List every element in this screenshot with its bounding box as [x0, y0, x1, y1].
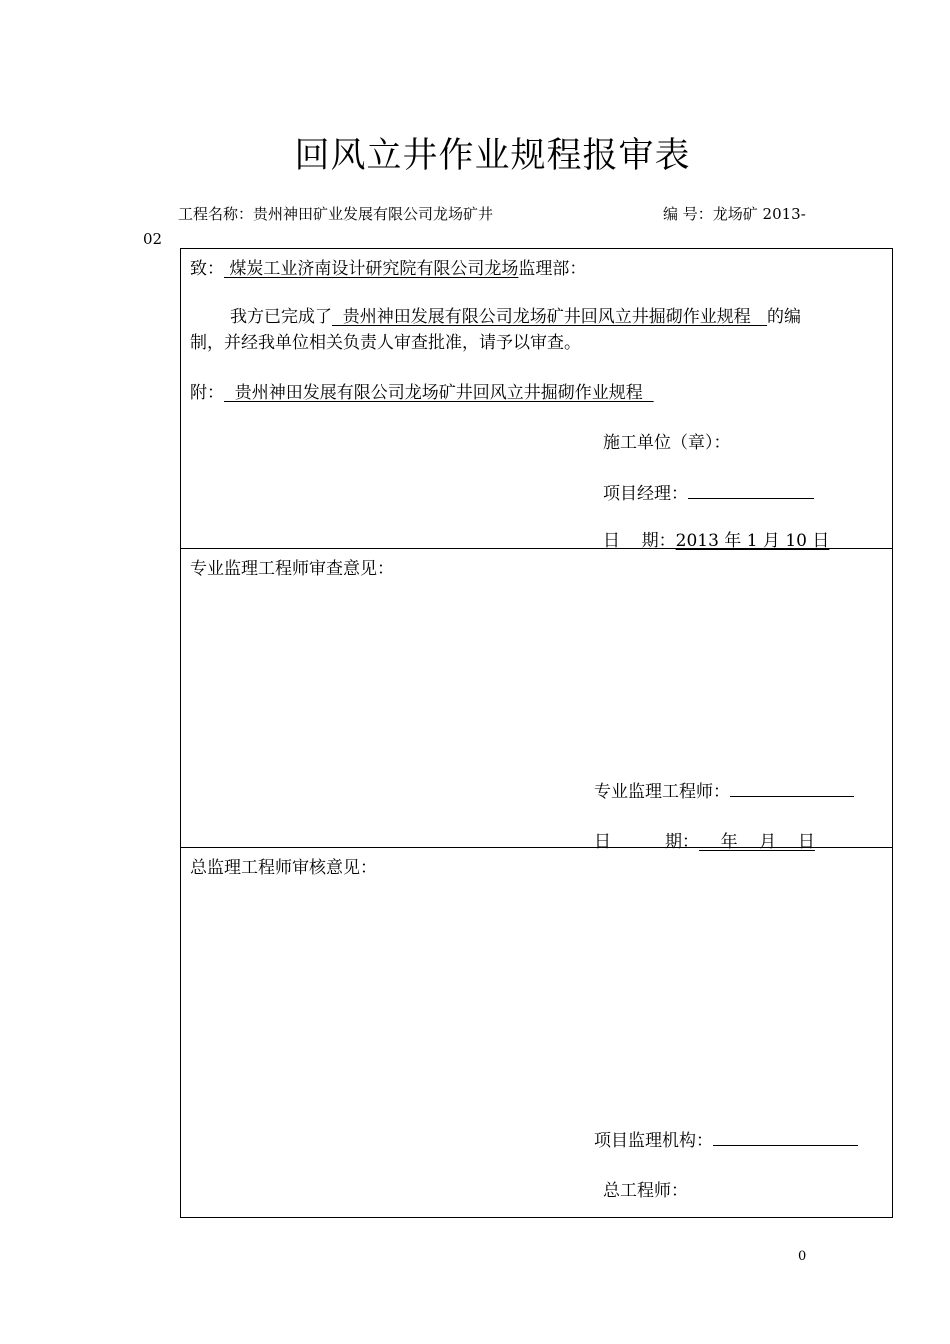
statement-line-1 — [230, 302, 801, 327]
document-title: 回风立井作业规程报审表 — [294, 136, 691, 176]
document-number-continued: 02 — [143, 230, 163, 248]
attachment-value: 贵州神田发展有限公司龙场矿井回风立井掘砌作业规程 — [224, 383, 654, 403]
statement-line-2: 制，并经我单位相关负责人审查批准，请予以审查。 — [190, 333, 581, 353]
page-number: 0 — [798, 1249, 807, 1264]
statement-document: 贵州神田发展有限公司龙场矿井回风立井掘砌作业规程 — [332, 307, 768, 327]
document-number: 编 号：龙场矿 2013- — [663, 205, 806, 223]
supervision-org-blank — [713, 1144, 858, 1146]
submission-date-line — [603, 526, 829, 551]
chief-review-heading: 总监理工程师审核意见： — [190, 858, 377, 878]
submission-date-label: 日 期： — [603, 531, 676, 551]
engineer-signature-blank — [730, 795, 854, 797]
project-manager-line — [603, 479, 814, 504]
statement-prefix: 我方已完成了 — [230, 307, 332, 327]
supervision-org-label: 项目监理机构： — [594, 1131, 713, 1151]
engineer-review-heading: 专业监理工程师审查意见： — [190, 559, 394, 579]
addressee-line — [190, 254, 586, 279]
submission-date-value: 2013 年 1 月 10 日 — [675, 531, 830, 551]
project-manager-signature-blank — [688, 497, 814, 499]
addressee-value: 煤炭工业济南设计研究院有限公司龙场 — [224, 259, 519, 279]
project-manager-label: 项目经理： — [603, 484, 688, 504]
addressee-label: 致： — [190, 259, 224, 279]
supervision-org-line — [594, 1126, 858, 1151]
addressee-suffix: 监理部： — [518, 259, 587, 279]
attachment-line — [190, 378, 654, 403]
engineer-signature-line — [594, 777, 854, 802]
engineer-date-value: 年 月 日 — [699, 832, 815, 852]
attachment-label: 附： — [190, 383, 224, 403]
engineer-label: 专业监理工程师： — [594, 782, 730, 802]
engineer-date-line — [594, 827, 815, 852]
contractor-unit-label: 施工单位（章）： — [603, 433, 731, 453]
statement-suffix: 的编 — [767, 307, 802, 327]
engineer-date-label: 日 期： — [594, 832, 700, 852]
chief-engineer-label: 总工程师： — [603, 1181, 688, 1201]
project-name: 工程名称：贵州神田矿业发展有限公司龙场矿井 — [178, 205, 494, 223]
